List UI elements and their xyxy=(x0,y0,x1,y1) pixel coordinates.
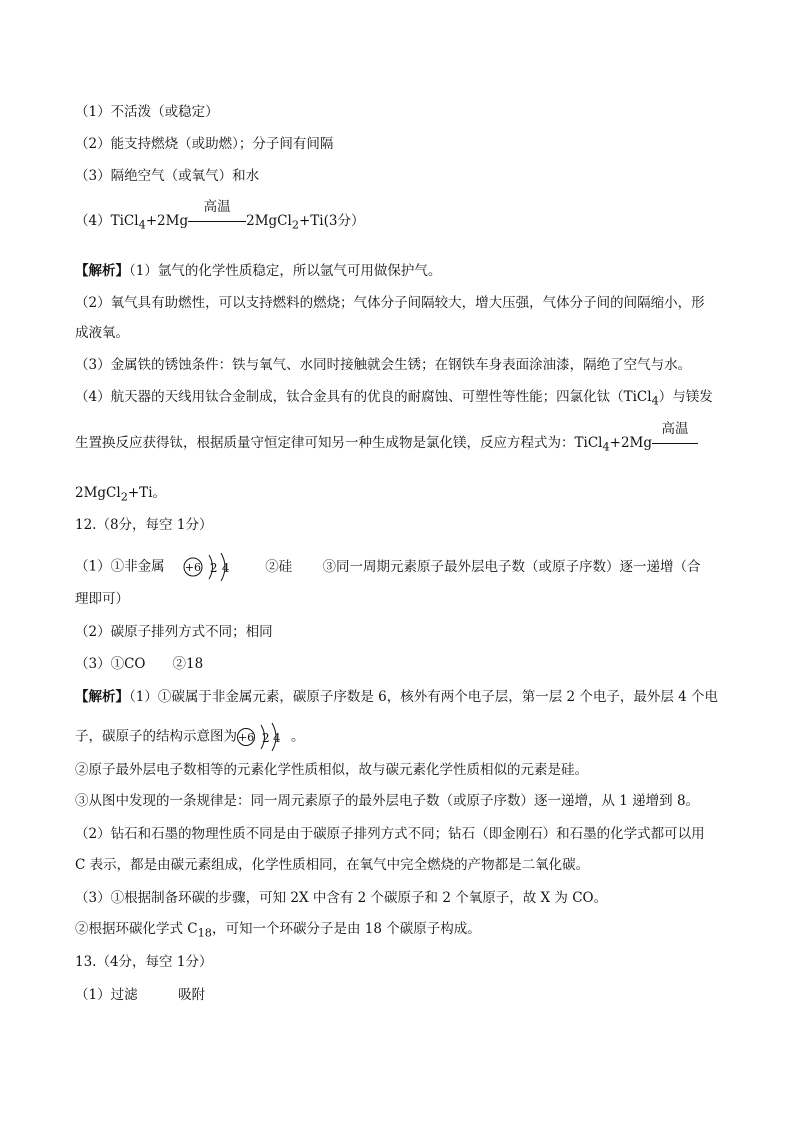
q11-analysis-4a xyxy=(75,388,713,411)
nucleus-charge: +6 xyxy=(184,561,201,574)
shell-2-electrons: 4 xyxy=(273,731,281,745)
q12-analysis-1a xyxy=(75,688,718,706)
analysis-text: ，可知一个环碳分子是由 18 个碳原子构成。 xyxy=(211,921,481,937)
carbon-atom-structure-diagram xyxy=(183,552,241,582)
shell-1-electrons: 2 xyxy=(262,731,270,745)
reaction-arrow-line xyxy=(188,221,246,222)
analysis-label: 【解析】 xyxy=(75,689,129,705)
q12-analysis-3b xyxy=(75,920,481,943)
condition-label: 高温 xyxy=(661,421,689,437)
q11-analysis-4c xyxy=(75,484,166,507)
condition-label: 高温 xyxy=(203,199,231,215)
subscript: 4 xyxy=(138,218,146,232)
analysis-text: 2MgCl xyxy=(75,485,121,501)
q12-analysis-1d: ③从图中发现的一条规律是：同一周元素原子的最外层电子数（或原子序数）逐一递增，从 1 递增到 8。 xyxy=(75,793,700,809)
analysis-text: 生置换反应获得钛，根据质量守恒定律可知另一种生成物是氯化镁，反应方程式为：TiCl xyxy=(75,435,603,451)
analysis-text: ②根据环碳化学式 C xyxy=(75,921,198,937)
reaction-condition xyxy=(188,199,246,230)
q11-analysis-2a: （2）氧气具有助燃性，可以支持燃料的燃烧；气体分子间隔较大，增大压强，气体分子间的间隔缩小，形 xyxy=(75,295,705,311)
reaction-arrow-line xyxy=(652,443,698,444)
q11-answer-4 xyxy=(75,199,365,235)
analysis-text: （1）氩气的化学性质稳定，所以氩气可用做保护气。 xyxy=(129,263,442,279)
formula-text: 2MgCl xyxy=(246,213,292,229)
q12-answer-2: （2）碳原子排列方式不同；相同 xyxy=(75,624,273,640)
subscript: 18 xyxy=(197,926,212,940)
q12-answer-1-cont: 理即可） xyxy=(75,591,129,607)
subscript: 2 xyxy=(120,490,128,504)
q11-answer-1: （1）不活泼（或稳定） xyxy=(75,104,219,120)
q12-analysis-1b xyxy=(75,722,305,752)
analysis-text: 。 xyxy=(291,728,305,745)
shell-2-electrons: 4 xyxy=(221,561,230,575)
analysis-text: ）与镁发 xyxy=(658,389,713,405)
analysis-text: 子，碳原子的结构示意图为 xyxy=(75,728,237,745)
q12-answer-1 xyxy=(75,552,700,582)
q11-analysis-1 xyxy=(75,262,441,280)
carbon-atom-structure-diagram xyxy=(237,722,291,752)
subscript: 4 xyxy=(651,394,659,408)
subscript: 4 xyxy=(602,440,610,454)
answer-text: ②硅 xyxy=(265,558,293,575)
q11-answer-2: （2）能支持燃烧（或助燃）；分子间有间隔 xyxy=(75,136,334,152)
analysis-label: 【解析】 xyxy=(75,263,129,279)
q12-analysis-2a: （2）钻石和石墨的物理性质不同是由于碳原子排列方式不同；钻石（即金刚石）和石墨的化学式都可以用 xyxy=(75,826,705,842)
subscript: 2 xyxy=(291,218,299,232)
reaction-condition xyxy=(652,421,698,452)
analysis-text: +Ti。 xyxy=(127,485,167,501)
q12-analysis-1c: ②原子最外层电子数相等的元素化学性质相似，故与碳元素化学性质相似的元素是硅。 xyxy=(75,762,588,778)
formula-text: +2Mg xyxy=(145,213,189,229)
q12-analysis-2b: C 表示，都是由碳元素组成，化学性质相同，在氧气中完全燃烧的产物都是二氧化碳。 xyxy=(75,857,590,873)
shell-1-electrons: 2 xyxy=(209,561,218,575)
q11-analysis-3: （3）金属铁的锈蚀条件：铁与氧气、水同时接触就会生锈；在钢铁车身表面涂油漆，隔绝了空气与水。 xyxy=(75,357,692,373)
q12-header: 12.（8分，每空 1分） xyxy=(75,517,213,533)
q11-analysis-2b: 成液氧。 xyxy=(75,325,129,341)
formula-text: +Ti(3分） xyxy=(298,213,365,229)
q11-answer-3: （3）隔绝空气（或氧气）和水 xyxy=(75,168,260,184)
analysis-text: +2Mg xyxy=(609,435,653,451)
analysis-text: （1）①碳属于非金属元素，碳原子序数是 6，核外有两个电子层，第一层 2 个电子，最外层 4 个电 xyxy=(129,689,719,705)
q11-analysis-4b xyxy=(75,421,698,457)
nucleus-charge: +6 xyxy=(237,731,255,744)
answer-text: （1）①非金属 xyxy=(75,558,165,575)
q13-header: 13.（4分，每空 1分） xyxy=(75,954,213,970)
q12-answer-3: （3）①CO ②18 xyxy=(75,656,204,672)
q13-answer-1: （1）过滤 吸附 xyxy=(75,987,206,1003)
q12-analysis-3a: （3）①根据制备环碳的步骤，可知 2X 中含有 2 个碳原子和 2 个氧原子，故 X 为 CO。 xyxy=(75,890,608,906)
formula-text: （4）TiCl xyxy=(75,213,139,229)
analysis-text: （4）航天器的天线用钛合金制成，钛合金具有的优良的耐腐蚀、可塑性等性能；四氯化钛（TiCl xyxy=(75,389,652,405)
answer-text: ③同一周期元素原子最外层电子数（或原子序数）逐一递增（合 xyxy=(322,558,701,575)
